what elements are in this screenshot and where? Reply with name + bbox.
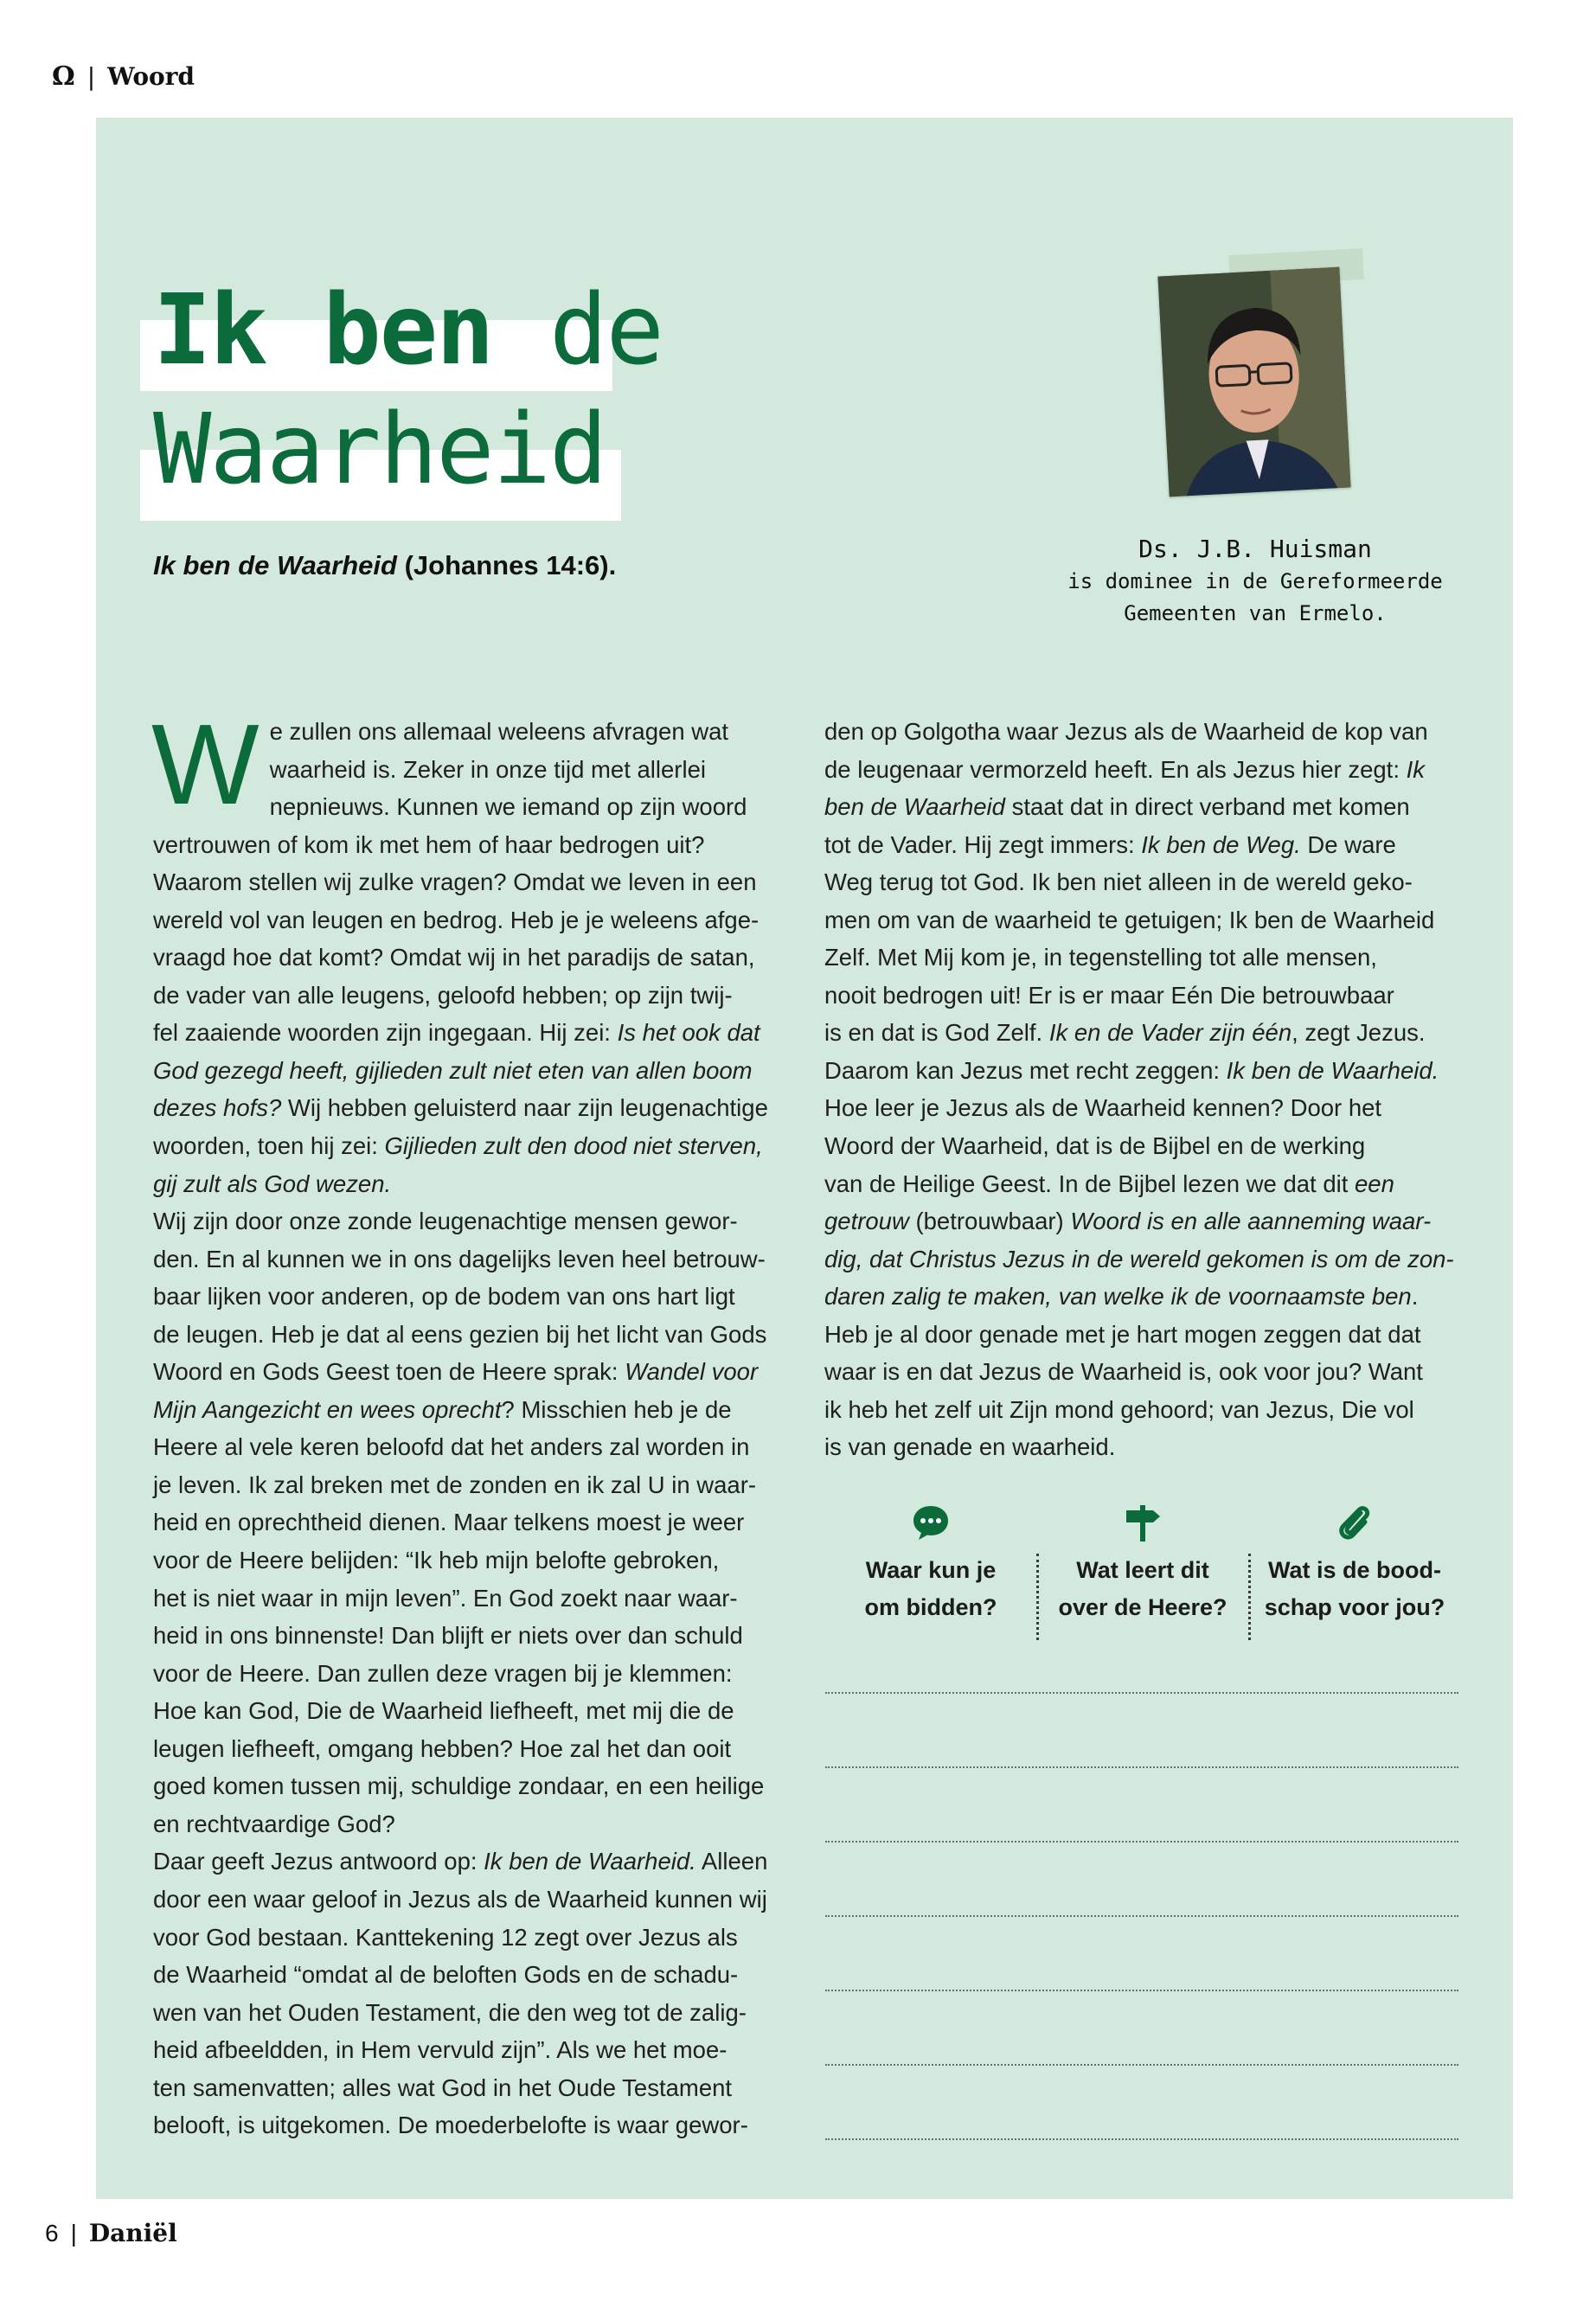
body-line: Heere al vele keren beloofd dat het anders zal worden in [153, 1433, 750, 1461]
body-line: e zullen ons allemaal weleens afvragen wat [269, 718, 729, 745]
body-line: wen van het Ouden Testament, die den weg tot de zalig- [153, 1998, 747, 2026]
body-line: heid afbeeldden, in Hem vervuld zijn”. Als we het moe- [153, 2036, 727, 2064]
omega-icon: Ω [52, 61, 75, 92]
body-line: Weg terug tot God. Ik ben niet alleen in de wereld geko- [824, 868, 1413, 896]
body-line: Waarom stellen wij zulke vragen? Omdat we leven in een [153, 868, 757, 896]
body-line: het is niet waar in mijn leven”. En God zoekt naar waar- [153, 1584, 738, 1612]
body-line: voor de Heere. Dan zullen deze vragen bij je klemmen: [153, 1659, 733, 1687]
body-line: Hoe leer je Jezus als de Waarheid kennen? Door het [824, 1094, 1382, 1122]
magazine-name: Daniël [88, 2219, 177, 2247]
body-line: is en dat is God Zelf. Ik en de Vader zijn één, zegt Jezus. [824, 1019, 1426, 1047]
body-line: waarheid is. Zeker in onze tijd met allerlei [269, 755, 706, 783]
article-column-2 [824, 713, 1465, 1466]
speech-bubble-icon [910, 1502, 952, 1543]
body-line: ten samenvatten; alles wat God in het Oude Testament [153, 2073, 733, 2101]
page-footer [45, 2219, 177, 2247]
paperclip-icon [1334, 1502, 1375, 1543]
body-line: tot de Vader. Hij zegt immers: Ik ben de Weg. De ware [824, 830, 1396, 858]
author-bio-line-1: is dominee in de Gereformeerde [1067, 569, 1443, 593]
footer-separator: | [70, 2219, 77, 2247]
question-lesson [1037, 1502, 1248, 1626]
body-line: ik heb het zelf uit Zijn mond gehoord; van Jezus, Die vol [824, 1395, 1414, 1423]
article-panel [96, 118, 1513, 2199]
body-line: Wij zijn door onze zonde leugenachtige mensen gewor- [153, 1208, 738, 1235]
body-line: waar is en dat Jezus de Waarheid is, ook voor jou? Want [824, 1358, 1423, 1386]
writing-line [825, 2138, 1458, 2140]
body-line: leugen liefheeft, omgang hebben? Hoe zal het dan ooit [153, 1734, 732, 1762]
body-line: je leven. Ik zal breken met de zonden en ik zal U in waar- [153, 1471, 757, 1498]
title-rest: de [492, 274, 663, 387]
writing-line [825, 2064, 1458, 2066]
body-line: goed komen tussen mij, schuldige zondaar, en een heilige [153, 1772, 765, 1800]
body-line: Hoe kan God, Die de Waarheid liefheeft, met mij die de [153, 1697, 734, 1725]
article-column-1 [151, 701, 793, 2144]
body-line: den op Golgotha waar Jezus als de Waarheid de kop van [824, 718, 1428, 745]
section-header [52, 57, 195, 95]
author-caption [1048, 533, 1463, 630]
body-line: Daar geeft Jezus antwoord op: Ik ben de Waarheid. Alleen [153, 1848, 768, 1875]
body-line: fel zaaiende woorden zijn ingegaan. Hij zei: Is het ook dat [153, 1019, 760, 1047]
body-line: voor de Heere belijden: “Ik heb mijn belofte gebroken, [153, 1547, 720, 1574]
article-title-line-1 [153, 274, 663, 387]
question-message [1249, 1502, 1460, 1626]
body-line: Daarom kan Jezus met recht zeggen: Ik ben de Waarheid. [824, 1056, 1439, 1084]
reflection-questions [825, 1502, 1460, 1631]
author-name: Ds. J.B. Huisman [1138, 535, 1372, 563]
body-line: heid in ons binnenste! Dan blijft er niets over dan schuld [153, 1622, 743, 1650]
body-line: God gezegd heeft, gijlieden zult niet eten van allen boom [153, 1056, 753, 1084]
question-prayer [825, 1502, 1036, 1626]
question-prayer-line-1: Waar kun je [865, 1557, 997, 1583]
body-line: door een waar geloof in Jezus als de Waarheid kunnen wij [153, 1885, 767, 1913]
body-line: de vader van alle leugens, geloofd hebben; op zijn twij- [153, 981, 733, 1009]
body-line: dig, dat Christus Jezus in de wereld gekomen is om de zon- [824, 1245, 1454, 1272]
page-number: 6 [45, 2219, 59, 2247]
writing-line [825, 1841, 1458, 1843]
writing-line [825, 1990, 1458, 1991]
body-line: woorden, toen hij zei: Gijlieden zult den dood niet sterven, [153, 1132, 763, 1160]
body-line: baar lijken voor anderen, op de bodem van ons hart ligt [153, 1283, 735, 1311]
body-line: is van genade en waarheid. [824, 1433, 1116, 1461]
article-body-2 [824, 713, 1465, 1466]
verse-reference: (Johannes 14:6). [396, 550, 617, 580]
body-line: van de Heilige Geest. In de Bijbel lezen we dat dit een [824, 1170, 1394, 1197]
verse-quote: Ik ben de Waarheid [153, 550, 397, 580]
header-separator: | [87, 61, 96, 91]
author-photo [1157, 267, 1350, 497]
body-line: Zelf. Met Mij kom je, in tegenstelling tot alle mensen, [824, 944, 1377, 971]
question-lesson-line-1: Wat leert dit [1076, 1557, 1209, 1583]
body-line: Heb je al door genade met je hart mogen zeggen dat dat [824, 1320, 1421, 1348]
body-line: vertrouwen of kom ik met hem of haar bedrogen uit? [153, 830, 705, 858]
question-prayer-line-2: om bidden? [864, 1594, 997, 1620]
body-line: getrouw (betrouwbaar) Woord is en alle aanneming waar- [824, 1208, 1432, 1235]
body-line: de Waarheid “omdat al de beloften Gods en de schadu- [153, 1961, 739, 1989]
body-line: nooit bedrogen uit! Er is er maar Eén Die betrouwbaar [824, 981, 1394, 1009]
body-line: daren zalig te maken, van welke ik de voornaamste ben. [824, 1283, 1419, 1311]
body-line: dezes hofs? Wij hebben geluisterd naar zijn leugenachtige [153, 1094, 768, 1122]
writing-line [825, 1915, 1458, 1917]
writing-line [825, 1766, 1458, 1768]
body-line: Mijn Aangezicht en wees oprecht? Misschien heb je de [153, 1395, 732, 1423]
drop-cap: W [151, 701, 260, 828]
bible-verse [153, 550, 616, 581]
question-message-line-2: schap voor jou? [1264, 1594, 1445, 1620]
signpost-icon [1122, 1502, 1163, 1543]
article-title-line-2: Waarheid [153, 394, 606, 506]
body-line: den. En al kunnen we in ons dagelijks leven heel betrouw- [153, 1245, 766, 1272]
writing-line [825, 1692, 1458, 1694]
body-line: heid en oprechtheid dienen. Maar telkens moest je weer [153, 1509, 745, 1536]
body-line: wereld vol van leugen en bedrog. Heb je je weleens afge- [153, 906, 760, 933]
body-line: gij zult als God wezen. [153, 1170, 392, 1197]
title-bold: Ik ben [153, 274, 493, 387]
body-line: men om van de waarheid te getuigen; Ik ben de Waarheid [824, 906, 1435, 933]
body-line: Woord der Waarheid, dat is de Bijbel en de werking [824, 1132, 1366, 1160]
body-line: nepnieuws. Kunnen we iemand op zijn woord [269, 793, 747, 821]
body-line: ben de Waarheid staat dat in direct verband met komen [824, 793, 1410, 821]
question-message-line-1: Wat is de bood- [1268, 1557, 1441, 1583]
body-line: de leugenaar vermorzeld heeft. En als Jezus hier zegt: Ik [824, 755, 1425, 783]
body-line: voor God bestaan. Kanttekening 12 zegt over Jezus als [153, 1923, 738, 1951]
body-line: de leugen. Heb je dat al eens gezien bij het licht van Gods [153, 1320, 767, 1348]
body-line: en rechtvaardige God? [153, 1810, 395, 1837]
question-lesson-line-2: over de Heere? [1058, 1594, 1227, 1620]
body-line: Woord en Gods Geest toen de Heere sprak: Wandel voor [153, 1358, 759, 1386]
article-body-1 [151, 701, 793, 2144]
author-bio-line-2: Gemeenten van Ermelo. [1124, 601, 1387, 625]
section-label: Woord [107, 61, 195, 91]
body-line: vraagd hoe dat komt? Omdat wij in het paradijs de satan, [153, 944, 755, 971]
body-line: belooft, is uitgekomen. De moederbelofte is waar gewor- [153, 2112, 748, 2139]
